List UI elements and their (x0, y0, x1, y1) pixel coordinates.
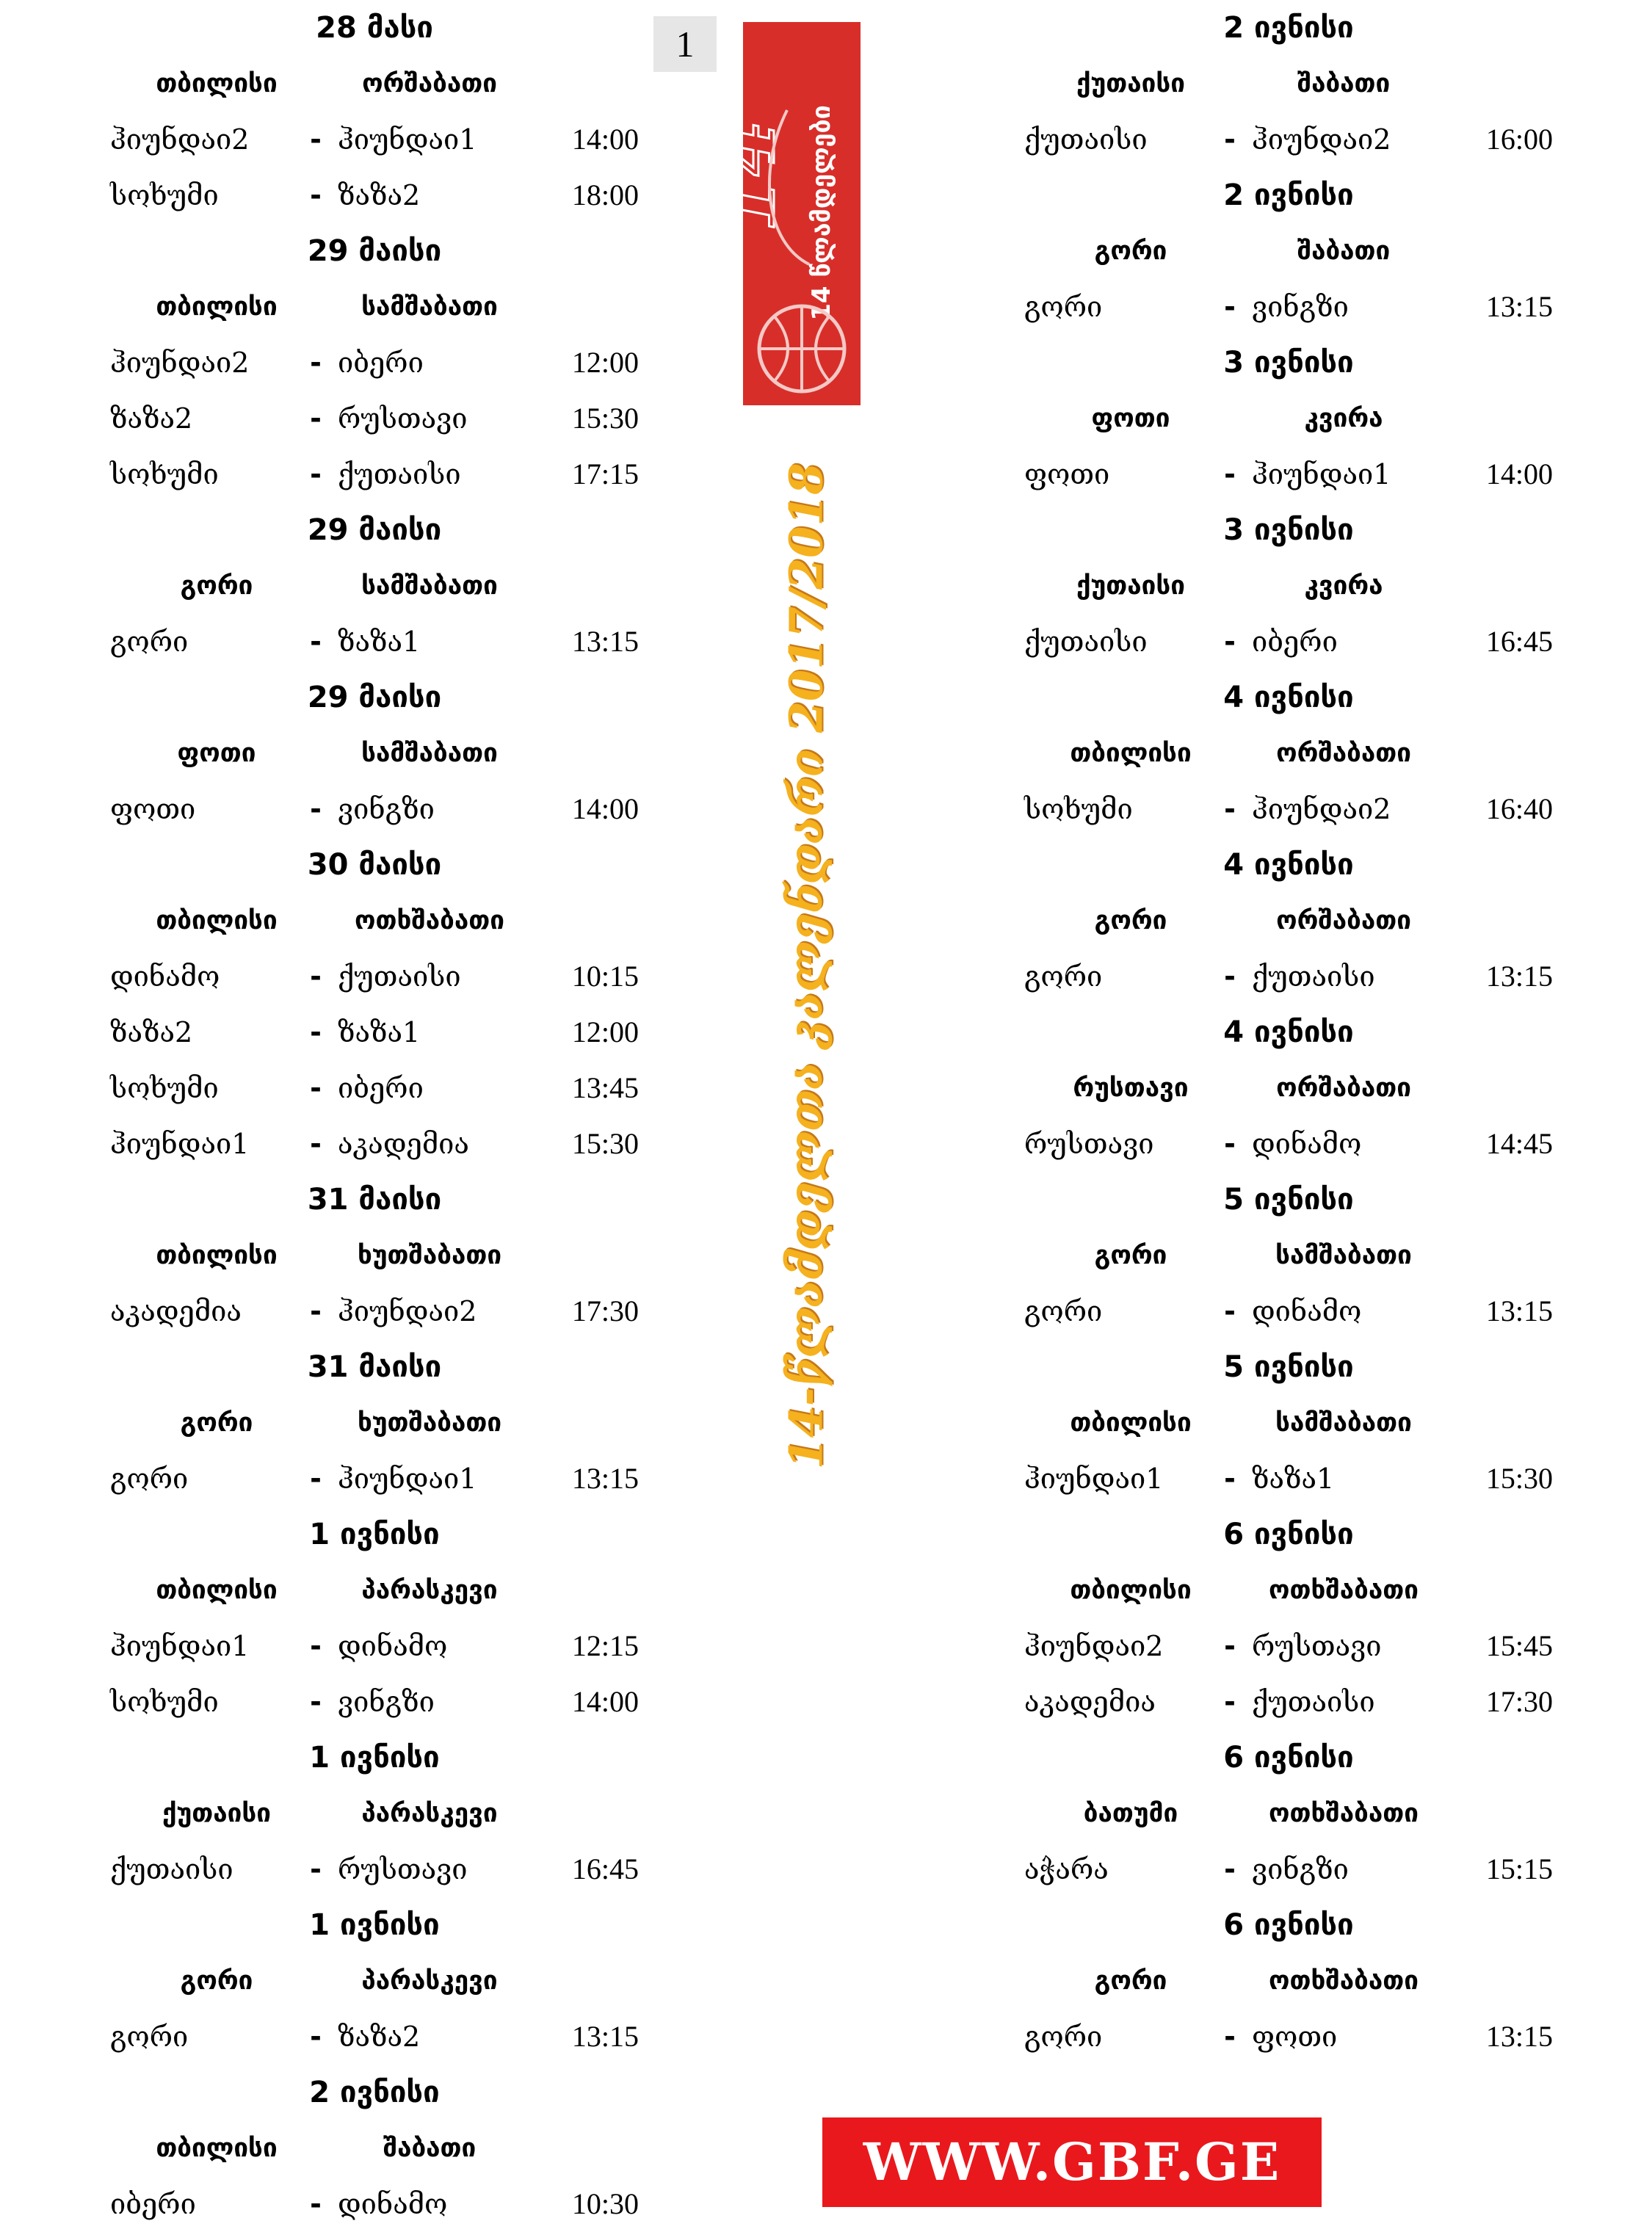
weekday: სამშაბათი (361, 571, 498, 601)
away-team: ვინგზი (1252, 1853, 1349, 1885)
game-time: 16:45 (571, 1852, 639, 1885)
versus-dash: - (310, 402, 322, 435)
game-row (110, 2176, 639, 2232)
date-heading: 29 მაისი (307, 234, 442, 268)
home-team: ჰიუნდაი1 (110, 1630, 250, 1662)
venue-row (1024, 1395, 1553, 1451)
home-team: ქუთაისი (110, 1853, 233, 1885)
page-number: 1 (653, 16, 717, 72)
venue-row (1024, 56, 1553, 112)
game-row (110, 1116, 639, 1172)
date-heading: 3 ივნისი (1223, 513, 1354, 547)
game-time: 15:30 (571, 1127, 639, 1160)
game-time: 10:15 (571, 960, 639, 993)
home-team: ჰიუნდაი2 (110, 347, 250, 379)
game-time: 13:45 (571, 1071, 639, 1104)
date-heading: 4 ივნისი (1223, 1015, 1354, 1049)
weekday: ოთხშაბათი (1269, 1966, 1419, 1996)
away-team: ქუთაისი (338, 458, 461, 490)
away-team: იბერი (338, 1072, 424, 1104)
weekday: ხუთშაბათი (357, 1408, 502, 1438)
game-time: 13:15 (1485, 1294, 1553, 1327)
game-time: 15:30 (1485, 1462, 1553, 1495)
venue-city: თბილისი (156, 2134, 278, 2163)
versus-dash: - (310, 347, 322, 379)
game-time: 15:15 (1485, 1852, 1553, 1885)
date-heading: 31 მაისი (307, 1183, 442, 1217)
home-team: ჰიუნდაი2 (110, 123, 250, 156)
venue-city: თბილისი (1070, 739, 1192, 768)
date-heading: 1 ივნისი (309, 1908, 440, 1942)
game-row (110, 614, 639, 670)
away-team: იბერი (338, 347, 424, 379)
away-team: იბერი (1252, 626, 1338, 658)
versus-dash: - (310, 1630, 322, 1662)
weekday: ხუთშაბათი (357, 1241, 502, 1270)
venue-city: თბილისი (156, 906, 278, 935)
versus-dash: - (1224, 2021, 1236, 2053)
game-row (110, 1841, 639, 1897)
away-team: ჰიუნდაი1 (338, 1463, 477, 1495)
away-team: აკადემია (338, 1128, 469, 1160)
home-team: დინამო (110, 960, 220, 993)
venue-row (110, 893, 639, 949)
game-time: 12:00 (571, 1015, 639, 1048)
home-team: ჰიუნდაი2 (1024, 1630, 1164, 1662)
date-heading: 5 ივნისი (1223, 1183, 1354, 1217)
game-time: 18:00 (571, 178, 639, 211)
home-team: გორი (1024, 1295, 1103, 1327)
home-team: აკადემია (110, 1295, 242, 1327)
home-team: გორი (110, 1463, 189, 1495)
venue-row (1024, 223, 1553, 279)
game-time: 16:40 (1485, 792, 1553, 825)
weekday: კვირა (1304, 571, 1383, 601)
game-time: 10:30 (571, 2187, 639, 2220)
versus-dash: - (1224, 123, 1236, 156)
venue-city: თბილისი (156, 1241, 278, 1270)
versus-dash: - (310, 2021, 322, 2053)
versus-dash: - (1224, 1128, 1236, 1160)
game-row (1024, 781, 1553, 837)
versus-dash: - (310, 1295, 322, 1327)
weekday: შაბათი (1297, 69, 1391, 98)
weekday: ოთხშაბათი (1269, 1799, 1419, 1828)
league-logo (698, 22, 861, 405)
game-row (1024, 2009, 1553, 2065)
venue-city: ფოთი (1091, 404, 1170, 433)
versus-dash: - (1224, 626, 1236, 658)
versus-dash: - (1224, 1853, 1236, 1885)
game-row (110, 1060, 639, 1116)
weekday: პარასკევი (361, 1576, 498, 1605)
game-row (110, 1618, 639, 1674)
venue-row (110, 558, 639, 614)
game-time: 17:15 (571, 457, 639, 490)
weekday: ოთხშაბათი (1269, 1576, 1419, 1605)
venue-row (110, 56, 639, 112)
game-row (1024, 279, 1553, 335)
game-row (110, 335, 639, 391)
venue-city: თბილისი (156, 1576, 278, 1605)
season-title: 14-წლამდელთა კალენდარი 2017/2018 (779, 463, 833, 1470)
home-team: აკადემია (1024, 1686, 1156, 1718)
game-time: 13:15 (571, 2020, 639, 2053)
weekday: სამშაბათი (361, 292, 498, 322)
game-row (110, 1451, 639, 1507)
home-team: ზაზა2 (110, 402, 193, 435)
game-row (1024, 1618, 1553, 1674)
game-time: 14:45 (1485, 1127, 1553, 1160)
home-team: გორი (110, 2021, 189, 2053)
venue-row (1024, 391, 1553, 446)
home-team: გორი (110, 626, 189, 658)
venue-row (1024, 1060, 1553, 1116)
date-heading: 3 ივნისი (1223, 346, 1354, 380)
game-row (1024, 1116, 1553, 1172)
venue-city: გორი (1094, 236, 1167, 266)
away-team: ზაზა1 (338, 1016, 421, 1048)
game-time: 14:00 (571, 123, 639, 156)
versus-dash: - (310, 1016, 322, 1048)
home-team: სოხუმი (110, 458, 219, 490)
home-team: სოხუმი (110, 179, 219, 211)
game-row (1024, 1451, 1553, 1507)
venue-city: თბილისი (156, 292, 278, 322)
versus-dash: - (310, 1463, 322, 1495)
date-heading: 4 ივნისი (1223, 848, 1354, 882)
home-team: გორი (1024, 960, 1103, 993)
versus-dash: - (310, 458, 322, 490)
venue-row (110, 1786, 639, 1841)
game-row (110, 2009, 639, 2065)
weekday: სამშაბათი (361, 739, 498, 768)
date-heading: 29 მაისი (307, 513, 442, 547)
home-team: ფოთი (110, 793, 196, 825)
venue-row (1024, 1953, 1553, 2009)
home-team: ზაზა2 (110, 1016, 193, 1048)
venue-city: ქუთაისი (1076, 571, 1185, 601)
weekday: ორშაბათი (1276, 739, 1411, 768)
weekday: სამშაბათი (1275, 1408, 1412, 1438)
game-row (1024, 1841, 1553, 1897)
venue-city: ქუთაისი (1076, 69, 1185, 98)
game-row (110, 446, 639, 502)
versus-dash: - (1224, 1463, 1236, 1495)
away-team: ვინგზი (1252, 291, 1349, 323)
game-time: 16:45 (1485, 625, 1553, 658)
weekday: სამშაბათი (1275, 1241, 1412, 1270)
venue-city: გორი (1094, 906, 1167, 935)
away-team: ჰიუნდაი1 (1252, 458, 1391, 490)
weekday: შაბათი (383, 2134, 477, 2163)
venue-city: რუსთავი (1073, 1073, 1189, 1103)
away-team: ჰიუნდაი1 (338, 123, 477, 156)
venue-city: გორი (1094, 1241, 1167, 1270)
home-team: ჰიუნდაი1 (110, 1128, 250, 1160)
date-heading: 6 ივნისი (1223, 1908, 1354, 1942)
weekday: კვირა (1304, 404, 1383, 433)
venue-city: თბილისი (156, 69, 278, 98)
venue-row (110, 2120, 639, 2176)
venue-row (110, 1395, 639, 1451)
away-team: ჰიუნდაი2 (1252, 123, 1391, 156)
versus-dash: - (310, 2188, 322, 2220)
venue-row (1024, 893, 1553, 949)
venue-row (110, 279, 639, 335)
game-time: 13:15 (571, 1462, 639, 1495)
date-heading: 29 მაისი (307, 681, 442, 714)
away-team: ქუთაისი (1252, 1686, 1375, 1718)
versus-dash: - (1224, 793, 1236, 825)
date-heading: 30 მაისი (307, 848, 442, 882)
away-team: ვინგზი (338, 1686, 435, 1718)
schedule-column-right (1024, 0, 1553, 2065)
venue-row (1024, 1562, 1553, 1618)
game-time: 15:30 (571, 402, 639, 435)
logo-number: 14 (698, 120, 793, 233)
date-heading: 1 ივნისი (309, 1741, 440, 1775)
venue-row (110, 1228, 639, 1283)
versus-dash: - (1224, 1630, 1236, 1662)
venue-row (110, 1562, 639, 1618)
game-row (110, 781, 639, 837)
game-time: 15:45 (1485, 1629, 1553, 1662)
away-team: ზაზა2 (338, 2021, 421, 2053)
game-row (110, 112, 639, 167)
game-row (1024, 1283, 1553, 1339)
versus-dash: - (310, 123, 322, 156)
game-time: 12:15 (571, 1629, 639, 1662)
date-heading: 2 ივნისი (1223, 11, 1354, 45)
game-time: 13:15 (571, 625, 639, 658)
away-team: დინამო (338, 1630, 448, 1662)
venue-city: თბილისი (1070, 1408, 1192, 1438)
game-time: 13:15 (1485, 2020, 1553, 2053)
game-time: 17:30 (1485, 1685, 1553, 1718)
game-row (1024, 614, 1553, 670)
venue-row (1024, 558, 1553, 614)
game-time: 12:00 (571, 346, 639, 379)
game-row (110, 1004, 639, 1060)
away-team: ვინგზი (338, 793, 435, 825)
venue-row (110, 725, 639, 781)
game-row (110, 949, 639, 1004)
weekday: პარასკევი (361, 1799, 498, 1828)
away-team: ქუთაისი (338, 960, 461, 993)
game-row (1024, 949, 1553, 1004)
date-heading: 2 ივნისი (309, 2076, 440, 2109)
game-time: 14:00 (571, 792, 639, 825)
versus-dash: - (310, 1853, 322, 1885)
away-team: დინამო (1252, 1128, 1362, 1160)
away-team: ზაზა1 (1252, 1463, 1335, 1495)
venue-city: ქუთაისი (162, 1799, 271, 1828)
weekday: ოთხშაბათი (355, 906, 504, 935)
versus-dash: - (310, 960, 322, 993)
versus-dash: - (1224, 1686, 1236, 1718)
venue-city: ფოთი (177, 739, 256, 768)
venue-city: გორი (1094, 1966, 1167, 1996)
home-team: იბერი (110, 2188, 196, 2220)
away-team: დინამო (338, 2188, 448, 2220)
date-heading: 31 მაისი (307, 1350, 442, 1384)
venue-city: გორი (180, 571, 253, 601)
venue-city: გორი (180, 1966, 253, 1996)
home-team: რუსთავი (1024, 1128, 1154, 1160)
game-time: 14:00 (1485, 457, 1553, 490)
home-team: აჭარა (1024, 1853, 1109, 1885)
logo-text: 14 წლამდელები (807, 105, 836, 321)
weekday: ორშაბათი (362, 69, 497, 98)
venue-row (1024, 1786, 1553, 1841)
date-heading: 5 ივნისი (1223, 1350, 1354, 1384)
game-time: 17:30 (571, 1294, 639, 1327)
weekday: შაბათი (1297, 236, 1391, 266)
game-time: 13:15 (1485, 290, 1553, 323)
versus-dash: - (310, 1686, 322, 1718)
away-team: ჰიუნდაი2 (338, 1295, 477, 1327)
date-heading: 2 ივნისი (1223, 178, 1354, 212)
venue-row (1024, 725, 1553, 781)
versus-dash: - (310, 793, 322, 825)
versus-dash: - (1224, 960, 1236, 993)
home-team: ქუთაისი (1024, 123, 1148, 156)
venue-row (110, 1953, 639, 2009)
weekday: ორშაბათი (1276, 1073, 1411, 1103)
versus-dash: - (310, 626, 322, 658)
venue-city: ბათუმი (1083, 1799, 1178, 1828)
home-team: ჰიუნდაი1 (1024, 1463, 1164, 1495)
versus-dash: - (1224, 291, 1236, 323)
venue-city: თბილისი (1070, 1576, 1192, 1605)
date-heading: 4 ივნისი (1223, 681, 1354, 714)
away-team: რუსთავი (338, 402, 468, 435)
versus-dash: - (1224, 1295, 1236, 1327)
date-heading: 1 ივნისი (309, 1518, 440, 1551)
versus-dash: - (310, 179, 322, 211)
game-row (110, 1674, 639, 1730)
game-time: 14:00 (571, 1685, 639, 1718)
home-team: გორი (1024, 2021, 1103, 2053)
game-time: 13:15 (1485, 960, 1553, 993)
game-row (1024, 1674, 1553, 1730)
game-row (110, 1283, 639, 1339)
date-heading: 6 ივნისი (1223, 1741, 1354, 1775)
weekday: პარასკევი (361, 1966, 498, 1996)
date-heading: 6 ივნისი (1223, 1518, 1354, 1551)
game-row (110, 391, 639, 446)
home-team: სოხუმი (110, 1686, 219, 1718)
away-team: ზაზა1 (338, 626, 421, 658)
game-row (110, 167, 639, 223)
home-team: სოხუმი (110, 1072, 219, 1104)
venue-row (1024, 1228, 1553, 1283)
weekday: ორშაბათი (1276, 906, 1411, 935)
schedule-column-left (110, 0, 639, 2232)
away-team: ფოთი (1252, 2021, 1338, 2053)
versus-dash: - (310, 1072, 322, 1104)
away-team: ქუთაისი (1252, 960, 1375, 993)
game-row (1024, 446, 1553, 502)
away-team: ჰიუნდაი2 (1252, 793, 1391, 825)
home-team: ფოთი (1024, 458, 1110, 490)
away-team: ზაზა2 (338, 179, 421, 211)
away-team: რუსთავი (1252, 1630, 1382, 1662)
game-time: 16:00 (1485, 123, 1553, 156)
date-heading: 28 მასი (316, 11, 433, 45)
website-link[interactable]: WWW.GBF.GE (822, 2117, 1322, 2207)
away-team: რუსთავი (338, 1853, 468, 1885)
home-team: სოხუმი (1024, 793, 1133, 825)
basketball-icon (759, 306, 844, 391)
versus-dash: - (1224, 458, 1236, 490)
game-row (1024, 112, 1553, 167)
home-team: გორი (1024, 291, 1103, 323)
away-team: დინამო (1252, 1295, 1362, 1327)
logo-graphic (698, 22, 861, 405)
home-team: ქუთაისი (1024, 626, 1148, 658)
venue-city: გორი (180, 1408, 253, 1438)
versus-dash: - (310, 1128, 322, 1160)
